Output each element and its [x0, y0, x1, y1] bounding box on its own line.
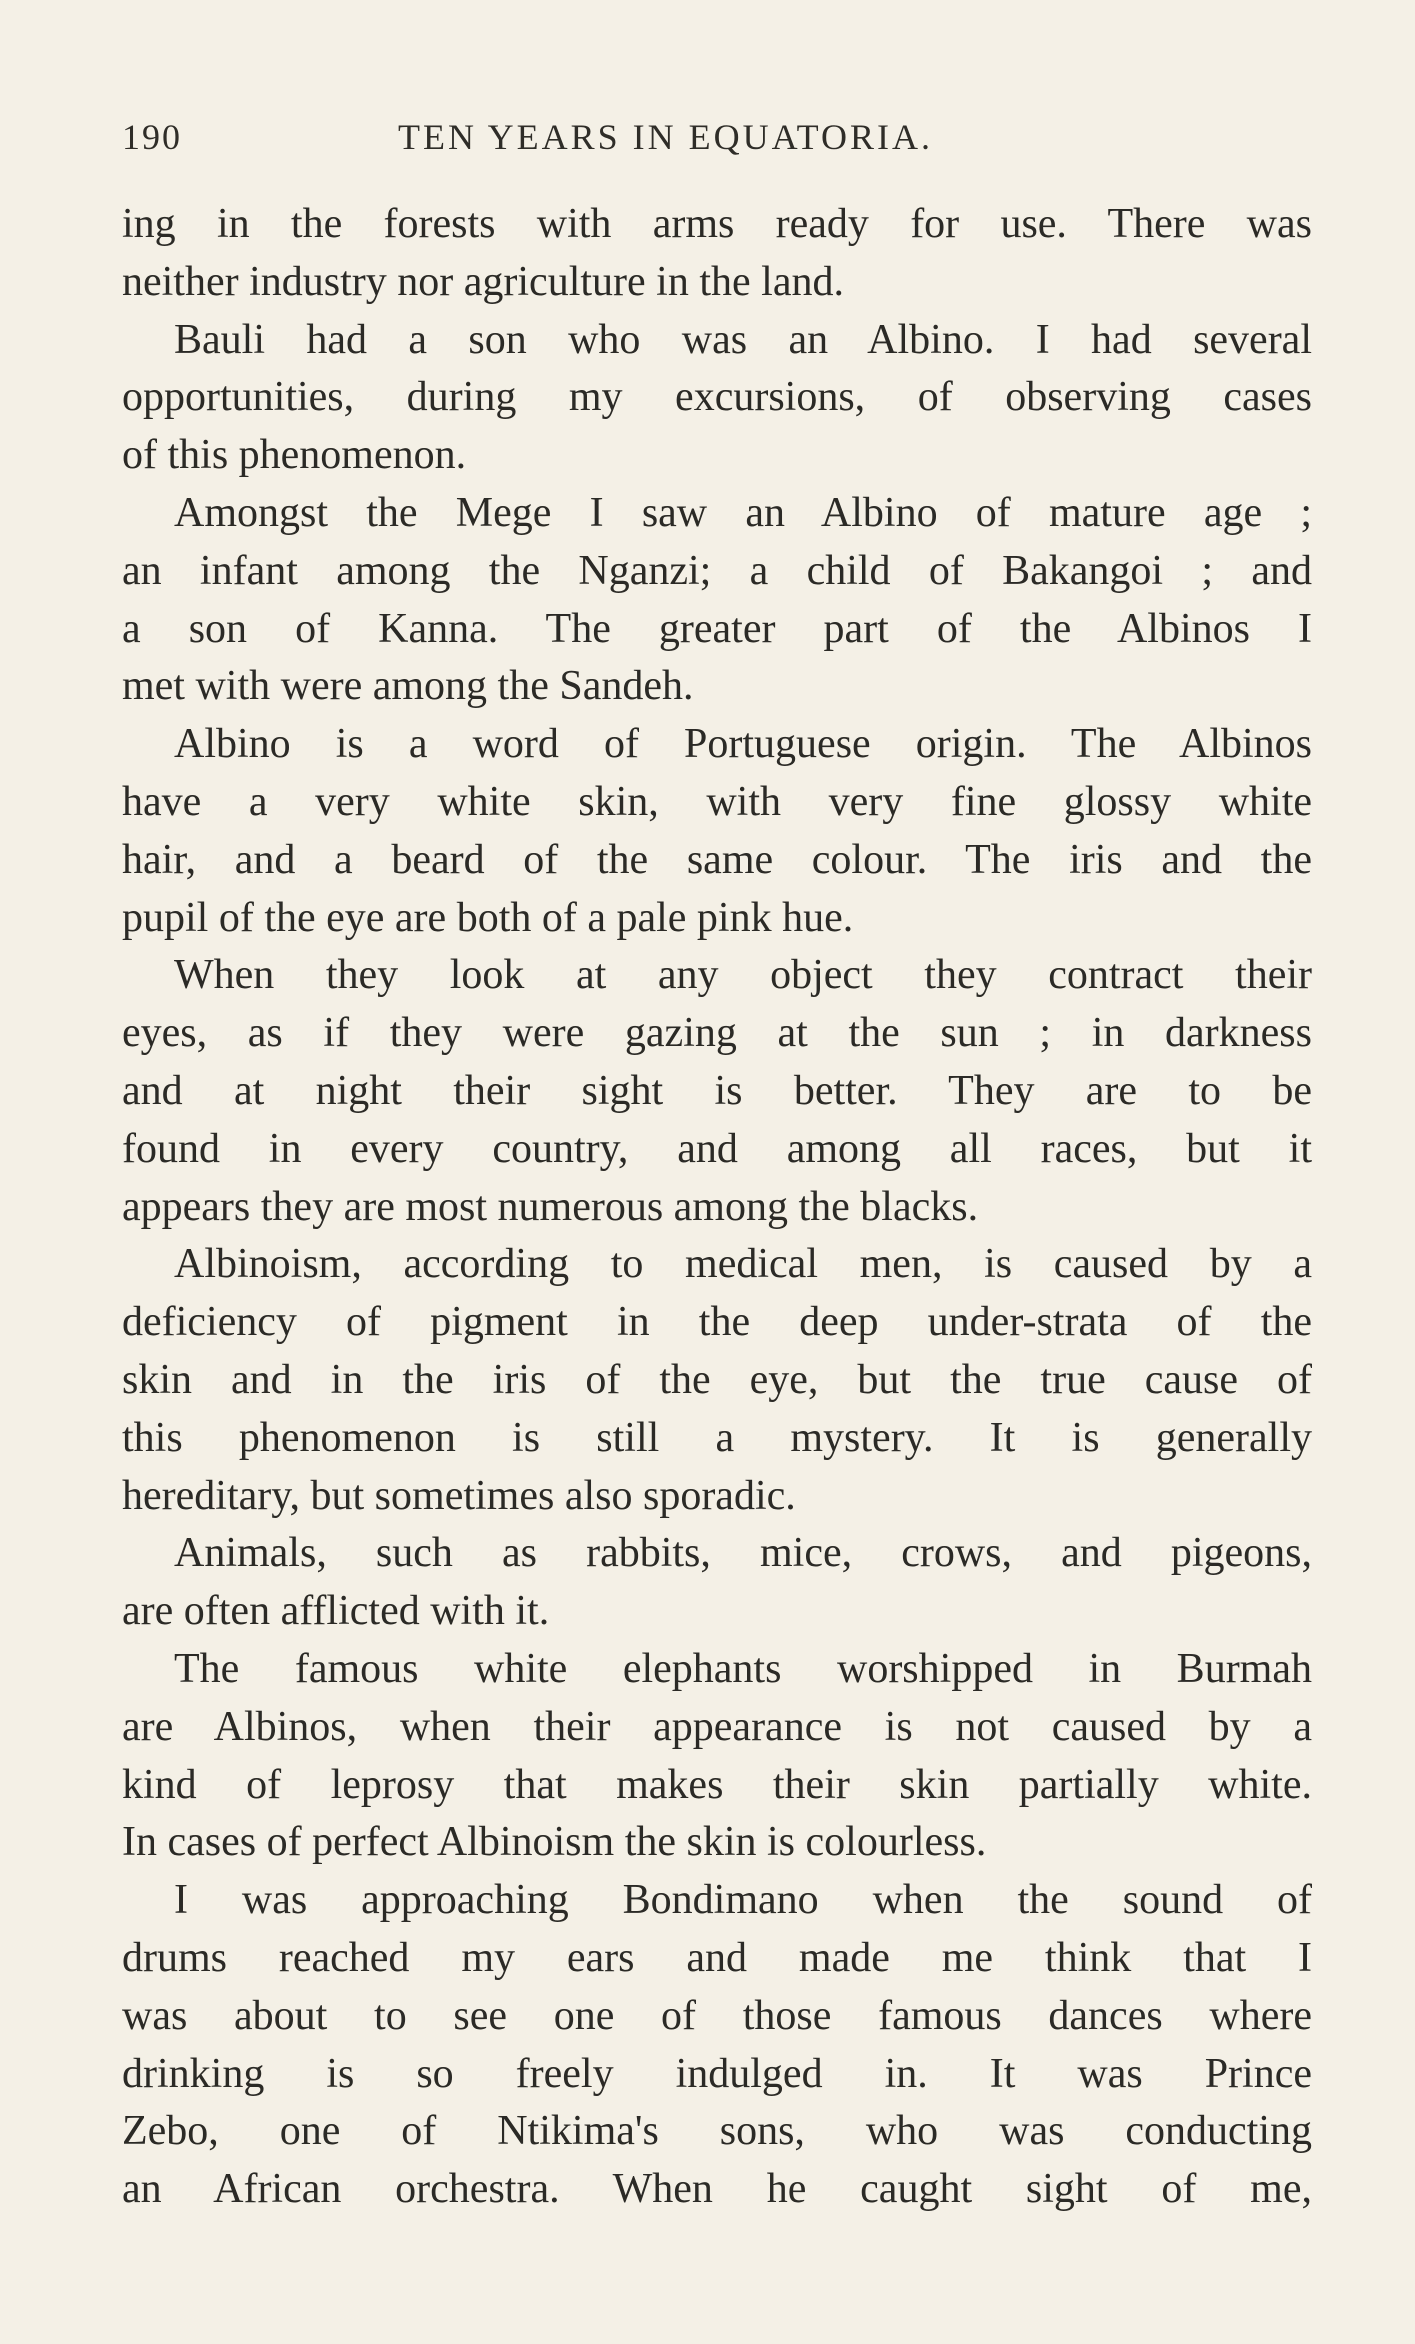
text-line: Bauli had a son who was an Albino. I had several	[174, 316, 1312, 363]
text-line: appears they are most numerous among the blacks.	[122, 1183, 979, 1230]
body-text	[122, 196, 1312, 2219]
text-line: Animals, such as rabbits, mice, crows, and pigeons,	[174, 1530, 1312, 1577]
text-line: Albino is a word of Portuguese origin. The Albinos	[174, 721, 1312, 768]
text-line: hair, and a beard of the same colour. The iris and the	[122, 836, 1312, 883]
text-line: found in every country, and among all races, but it	[122, 1125, 1312, 1172]
text-line: met with were among the Sandeh.	[122, 663, 694, 710]
text-line: of this phenomenon.	[122, 432, 467, 479]
text-line: opportunities, during my excursions, of observing cases	[122, 374, 1312, 421]
text-line: a son of Kanna. The greater part of the Albinos I	[122, 605, 1312, 652]
text-line: was about to see one of those famous dances where	[122, 1992, 1312, 2039]
text-line: hereditary, but sometimes also sporadic.	[122, 1472, 796, 1519]
text-line: skin and in the iris of the eye, but the true cause of	[122, 1356, 1312, 1403]
text-line: have a very white skin, with very fine glossy white	[122, 778, 1312, 825]
running-head	[122, 108, 1312, 168]
text-line: deficiency of pigment in the deep under-strata of the	[122, 1299, 1312, 1346]
text-line: The famous white elephants worshipped in Burmah	[174, 1645, 1312, 1692]
text-line: I was approaching Bondimano when the sound of	[174, 1877, 1312, 1924]
text-line: eyes, as if they were gazing at the sun ; in darkness	[122, 1010, 1312, 1057]
text-line: and at night their sight is better. They are to be	[122, 1067, 1312, 1114]
text-line: pupil of the eye are both of a pale pink hue.	[122, 894, 854, 941]
text-line: In cases of perfect Albinoism the skin is colourless.	[122, 1819, 987, 1866]
text-line: neither industry nor agriculture in the land.	[122, 258, 844, 305]
text-line: Amongst the Mege I saw an Albino of mature age ;	[174, 489, 1312, 536]
text-line: an infant among the Nganzi; a child of Bakangoi ; and	[122, 547, 1312, 594]
text-line: drums reached my ears and made me think that I	[122, 1934, 1312, 1981]
text-line: Albinoism, according to medical men, is caused by a	[174, 1241, 1312, 1288]
text-line: an African orchestra. When he caught sight of me,	[122, 2166, 1312, 2213]
text-line: are Albinos, when their appearance is not caused by a	[122, 1703, 1312, 1750]
page-number: 190	[122, 117, 182, 157]
text-line: kind of leprosy that makes their skin partially white.	[122, 1761, 1312, 1808]
text-line: ing in the forests with arms ready for use. There was	[122, 201, 1312, 247]
text-line: When they look at any object they contract their	[174, 952, 1312, 999]
text-line: this phenomenon is still a mystery. It is generally	[122, 1414, 1312, 1461]
text-line: Zebo, one of Ntikima's sons, who was conducting	[122, 2108, 1312, 2155]
text-line: are often afflicted with it.	[122, 1588, 550, 1635]
running-title: TEN YEARS IN EQUATORIA.	[398, 117, 933, 157]
text-line: drinking is so freely indulged in. It was Prince	[122, 2050, 1312, 2097]
